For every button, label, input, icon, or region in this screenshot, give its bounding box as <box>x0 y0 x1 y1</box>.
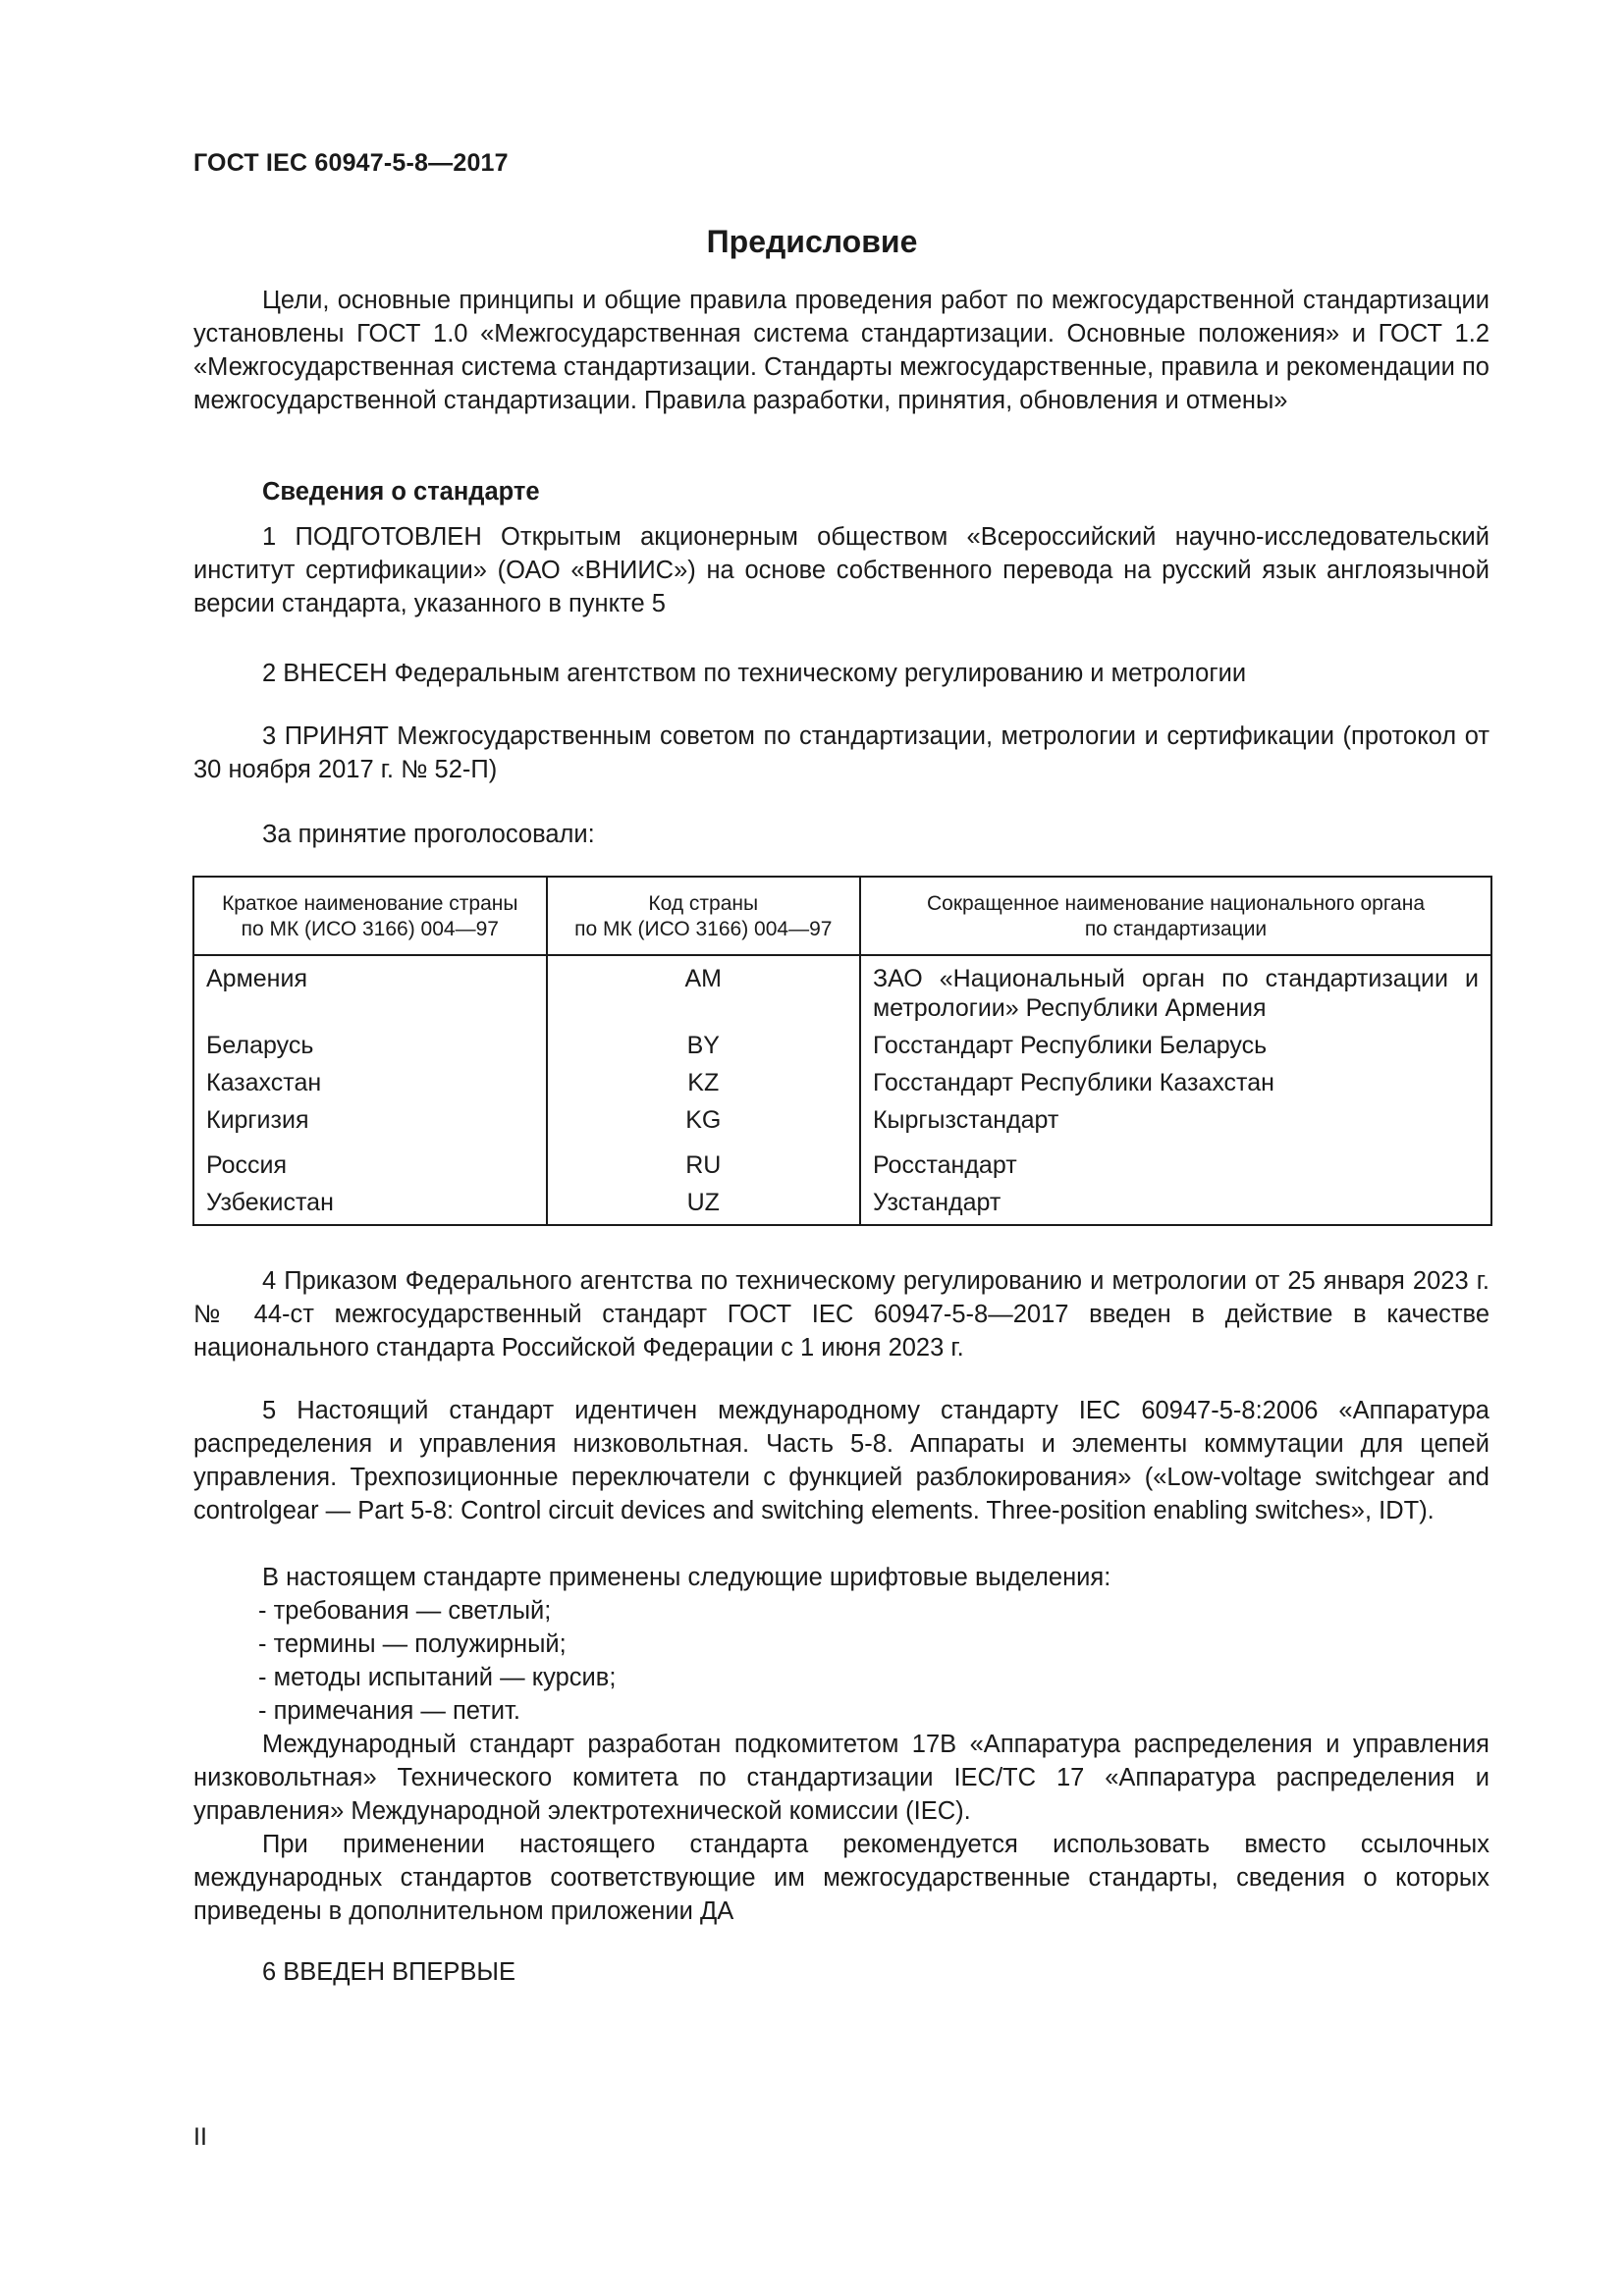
item-6-introduced: 6 ВВЕДЕН ВПЕРВЫЕ <box>262 1958 516 1986</box>
table-row <box>193 1184 1491 1225</box>
cell-organization: Узстандарт <box>860 1184 1491 1225</box>
font-conventions-intro: В настоящем стандарте применены следующие шрифтовые выделения: <box>262 1564 1111 1591</box>
cell-organization: Кыргызстандарт <box>860 1101 1491 1147</box>
cell-country: Киргизия <box>193 1101 547 1147</box>
item-1-prepared: 1 ПОДГОТОВЛЕН Открытым акционерным обществом «Всероссийский научно-исследовательский институт сертификации» (ОАО «ВНИИС») на основе собственного перевода на русский язык англоязычной версии стандарта, указанного в пункте 5 <box>193 523 1489 617</box>
recommendation-paragraph: При применении настоящего стандарта рекомендуется использовать вместо ссылочных международных стандартов соответствующие им межгосударственные стандарты, сведения о которых приведены в дополнительном приложении ДА <box>193 1831 1489 1925</box>
column-header-organization <box>860 877 1491 955</box>
cell-code: BY <box>547 1027 860 1064</box>
table-row <box>193 955 1491 1027</box>
column-header-code <box>547 877 860 955</box>
intro-paragraph: Цели, основные принципы и общие правила проведения работ по межгосударственной стандартизации установлены ГОСТ 1.0 «Межгосударственная система стандартизации. Основные положения» и ГОСТ 1.2 «Межгосударственная система стандартизации. Стандарты межгосударственные, правила и рекомендации по межгосударственной стандартизации. Правила разработки, принятия, обновления и отмены» <box>193 287 1489 414</box>
document-code-header: ГОСТ IEC 60947-5-8—2017 <box>193 149 509 177</box>
cell-country: Беларусь <box>193 1027 547 1064</box>
cell-country: Россия <box>193 1147 547 1184</box>
voting-countries-table <box>192 876 1492 1226</box>
page-title: Предисловие <box>706 224 918 259</box>
table-row <box>193 1147 1491 1184</box>
table-row <box>193 1027 1491 1064</box>
font-list-item: - требования — светлый; <box>258 1597 552 1625</box>
cell-code: KZ <box>547 1064 860 1101</box>
font-list-item: - термины — полужирный; <box>258 1630 567 1658</box>
page-number: II <box>193 2123 207 2151</box>
column-header-country <box>193 877 547 955</box>
item-5-identical: 5 Настоящий стандарт идентичен международному стандарту IEC 60947-5-8:2006 «Аппаратура распределения и управления низковольтная. Часть 5-8. Аппараты и элементы коммутации для цепей управления. Трехпозиционные переключатели с функцией разблокирования» («Low-voltage switchgear and controlgear — Part 5-8: Control circuit devices and switching elements. Three-position enabling switches», IDT). <box>193 1397 1489 1524</box>
item-3-adopted: 3 ПРИНЯТ Межгосударственным советом по стандартизации, метрологии и сертификации (протокол от 30 ноября 2017 г. № 52-П) <box>193 722 1489 783</box>
cell-country: Узбекистан <box>193 1184 547 1225</box>
cell-code: UZ <box>547 1184 860 1225</box>
table-row <box>193 1101 1491 1147</box>
cell-code: KG <box>547 1101 860 1147</box>
column-header-code-line2: по МК (ИСО 3166) 004—97 <box>574 918 833 940</box>
item-2-submitted: 2 ВНЕСЕН Федеральным агентством по техническому регулированию и метрологии <box>262 660 1247 687</box>
column-header-country-line1: Краткое наименование страны <box>222 892 518 915</box>
table-row <box>193 1064 1491 1101</box>
column-header-organization-line2: по стандартизации <box>1084 918 1268 940</box>
cell-organization: ЗАО «Национальный орган по стандартизации и метрологии» Республики Армения <box>860 955 1491 1027</box>
cell-organization: Госстандарт Республики Казахстан <box>860 1064 1491 1101</box>
table-header-row <box>193 877 1491 955</box>
cell-organization: Госстандарт Республики Беларусь <box>860 1027 1491 1064</box>
column-header-country-line2: по МК (ИСО 3166) 004—97 <box>241 918 499 940</box>
cell-country: Казахстан <box>193 1064 547 1101</box>
item-4-order: 4 Приказом Федерального агентства по техническому регулированию и метрологии от 25 января 2023 г. № 44-ст межгосударственный стандарт ГОСТ IEC 60947-5-8—2017 введен в действие в качестве национального стандарта Российской Федерации с 1 июня 2023 г. <box>193 1267 1489 1362</box>
cell-code: AM <box>547 955 860 1027</box>
voted-label: За принятие проголосовали: <box>262 821 595 848</box>
cell-country: Армения <box>193 955 547 1027</box>
column-header-code-line1: Код страны <box>648 892 759 915</box>
font-list-item: - методы испытаний — курсив; <box>258 1664 617 1691</box>
column-header-organization-line1: Сокращенное наименование национального органа <box>926 892 1425 915</box>
standard-info-heading: Сведения о стандарте <box>262 478 540 506</box>
cell-code: RU <box>547 1147 860 1184</box>
font-list-item: - примечания — петит. <box>258 1697 520 1725</box>
international-development-paragraph: Международный стандарт разработан подкомитетом 17В «Аппаратура распределения и управления низковольтная» Технического комитета по стандартизации IEC/TC 17 «Аппаратура распределения и управления» Международной электротехнической комиссии (IEC). <box>193 1731 1489 1825</box>
cell-organization: Росстандарт <box>860 1147 1491 1184</box>
